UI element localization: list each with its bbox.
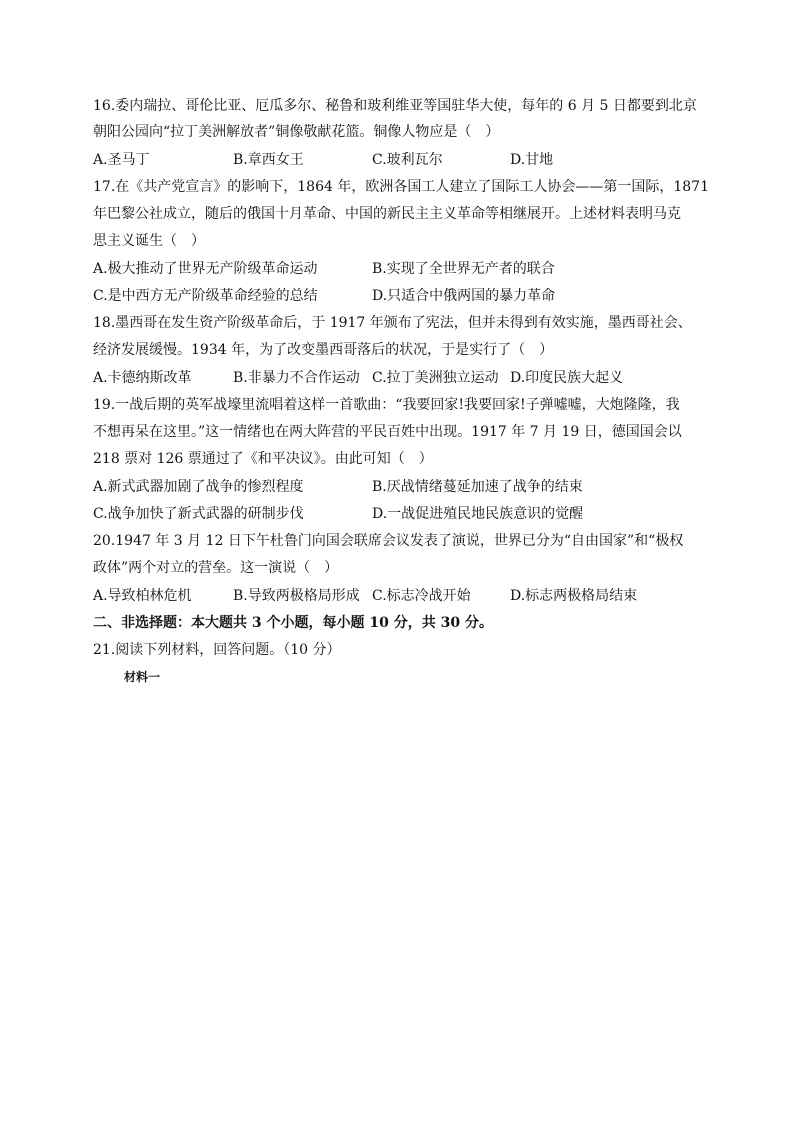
q18-stem-line-2: 经济发展缓慢。1934 年，为了改变墨西哥落后的状况，于是实行了（ ） — [93, 342, 554, 358]
q16-option-d: D.甘地 — [510, 152, 554, 168]
q18-option-d: D.印度民族大起义 — [510, 370, 624, 386]
q17-option-c: C.是中西方无产阶级革命经验的总结 — [93, 288, 318, 304]
q16-options — [93, 150, 713, 170]
q18-stem-line-1: 18.墨西哥在发生资产阶级革命后，于 1917 年颁布了宪法，但并未得到有效实施，墨西哥社会、 — [93, 315, 692, 331]
q20-option-d: D.标志两极格局结束 — [510, 588, 638, 604]
q17-stem-line-3: 思主义诞生（ ） — [93, 233, 205, 249]
q17-option-b: B.实现了全世界无产者的联合 — [372, 261, 555, 277]
q20-option-c: C.标志冷战开始 — [372, 588, 471, 604]
q21-stem: 21.阅读下列材料，回答问题。（10 分） — [93, 642, 341, 658]
q16-option-b: B.章西女王 — [233, 152, 304, 168]
q16-stem-line-1: 16.委内瑞拉、哥伦比亚、厄瓜多尔、秘鲁和玻利维亚等国驻华大使，每年的 6 月 5 日都要到北京 — [93, 98, 697, 114]
q17-options-row-2 — [93, 286, 713, 306]
q20-stem-line-1: 20.1947 年 3 月 12 日下午杜鲁门向国会联席会议发表了演说，世界已分为“自由国家”和“极权 — [93, 533, 684, 549]
q17-stem-line-1: 17.在《共产党宣言》的影响下，1864 年，欧洲各国工人建立了国际工人协会——第一国际，1871 — [93, 179, 709, 195]
q19-stem-line-2: 不想再呆在这里。”这一情绪也在两大阵营的平民百姓中出现。1917 年 7 月 19 日，德国国会以 — [93, 424, 682, 440]
q18-option-c: C.拉丁美洲独立运动 — [372, 370, 499, 386]
q19-options-row-1 — [93, 477, 713, 497]
q19-option-b: B.厌战情绪蔓延加速了战争的结束 — [372, 479, 583, 495]
q16-option-a: A.圣马丁 — [93, 152, 150, 168]
q18-option-b: B.非暴力不合作运动 — [233, 370, 360, 386]
q19-stem-line-3: 218 票对 126 票通过了《和平决议》。由此可知（ ） — [93, 451, 433, 467]
q19-option-c: C.战争加快了新式武器的研制步伐 — [93, 506, 304, 522]
q19-option-a: A.新式武器加剧了战争的惨烈程度 — [93, 479, 304, 495]
q17-options-row-1 — [93, 259, 713, 279]
q20-stem-line-2: 政体”两个对立的营垒。这一演说（ ） — [93, 560, 339, 576]
q20-options — [93, 586, 713, 606]
q18-option-a: A.卡德纳斯改革 — [93, 370, 192, 386]
q17-stem-line-2: 年巴黎公社成立，随后的俄国十月革命、中国的新民主主义革命等相继展开。上述材料表明马克 — [93, 206, 681, 222]
q19-options-row-2 — [93, 504, 713, 524]
q20-option-b: B.导致两极格局形成 — [233, 588, 360, 604]
q16-option-c: C.玻利瓦尔 — [372, 152, 443, 168]
section-heading: 二、非选择题：本大题共 3 个小题，每小题 10 分，共 30 分。 — [93, 615, 493, 631]
q19-option-d: D.一战促进殖民地民族意识的觉醒 — [372, 506, 584, 522]
material-label: 材料一 — [124, 670, 161, 684]
q20-option-a: A.导致柏林危机 — [93, 588, 192, 604]
q17-option-a: A.极大推动了世界无产阶级革命运动 — [93, 261, 318, 277]
q16-stem-line-2: 朝阳公园向“拉丁美洲解放者”铜像敬献花篮。铜像人物应是（ ） — [93, 124, 500, 140]
q19-stem-line-1: 19.一战后期的英军战壕里流唱着这样一首歌曲：“我要回家!我要回家!子弹嘘嘘，大炮隆隆，我 — [93, 397, 680, 413]
q18-options — [93, 368, 713, 388]
q17-option-d: D.只适合中俄两国的暴力革命 — [372, 288, 556, 304]
